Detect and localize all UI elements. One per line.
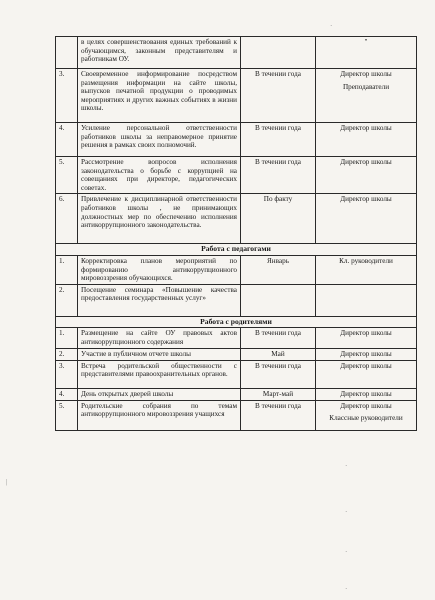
table-row	[56, 157, 417, 194]
responsible-cell	[316, 37, 417, 69]
scan-mark: ·	[345, 548, 348, 556]
row-number-text: 3.	[59, 70, 65, 78]
anticorruption-plan-table	[55, 36, 417, 431]
action-cell-text: Посещение семинара «Повышение качества предоставления государственных услуг»	[81, 285, 237, 303]
responsible-cell	[316, 194, 417, 244]
row-number	[56, 328, 78, 348]
action-cell-text: Участие в публичном отчете школы	[81, 349, 191, 358]
action-cell	[78, 328, 241, 348]
term-cell-text: По факту	[263, 195, 293, 204]
responsible-secondary-text: Классные руководители	[329, 414, 403, 423]
term-cell-text: Январь	[266, 256, 289, 265]
term-cell	[241, 328, 316, 348]
row-number-text: 2.	[59, 349, 65, 358]
responsible-cell	[316, 328, 417, 348]
row-number-text: 1.	[59, 329, 65, 338]
action-cell-text: Размещение на сайте ОУ правовых актов антикоррупционного содержания	[81, 329, 237, 346]
action-cell-text: Своевременное информирование посредством размещения информации на сайте школы, выпусков печатной продукции о проводимых мероприятиях и других важных событиях в жизни школы.	[81, 70, 237, 113]
row-number-text: 4.	[59, 124, 65, 132]
row-number-text: 1.	[59, 256, 65, 265]
responsible-secondary-text: Преподаватели	[342, 82, 390, 91]
action-cell	[78, 284, 241, 316]
term-cell	[241, 400, 316, 430]
term-cell	[241, 284, 316, 316]
action-cell	[78, 348, 241, 360]
responsible-cell	[316, 388, 417, 400]
action-cell-text: Встреча родительской общественности с представителями правоохранительных органов.	[81, 361, 237, 379]
row-number	[56, 255, 78, 284]
action-cell	[78, 69, 241, 123]
term-cell-text: В течении года	[255, 70, 301, 78]
responsible-cell	[316, 157, 417, 194]
action-cell-text: Родительские собрания по темам антикоррупционного мировоззрения учащихся	[81, 401, 237, 419]
term-cell	[241, 194, 316, 244]
table-row	[56, 360, 417, 388]
action-cell	[78, 157, 241, 194]
responsible-cell	[316, 69, 417, 123]
responsible-cell-text: Кл. руководители	[339, 256, 393, 265]
row-number	[56, 360, 78, 388]
term-cell	[241, 255, 316, 284]
table-row	[56, 400, 417, 430]
term-cell	[241, 360, 316, 388]
responsible-cell-text: Директор школы	[340, 329, 392, 338]
section-title: Работа с родителями	[56, 316, 417, 328]
row-number	[56, 123, 78, 157]
table-row	[56, 69, 417, 123]
term-cell	[241, 157, 316, 194]
term-cell-text: В течении года	[255, 361, 301, 370]
scan-mark: ·	[345, 508, 348, 516]
responsible-cell-text: Директор школы	[340, 195, 392, 204]
section-header-row	[56, 316, 417, 328]
term-cell-text: В течении года	[255, 158, 301, 166]
responsible-cell-text: Директор школы	[340, 124, 392, 132]
responsible-cell-text: "	[364, 38, 368, 46]
term-cell-text: В течении года	[255, 329, 301, 338]
action-cell	[78, 194, 241, 244]
term-cell-text: В течении года	[255, 401, 301, 410]
row-number-text: 5.	[59, 158, 65, 166]
table-row	[56, 348, 417, 360]
table-row	[56, 284, 417, 316]
term-cell-text: В течении года	[255, 124, 301, 132]
row-number	[56, 388, 78, 400]
responsible-cell	[316, 348, 417, 360]
responsible-cell	[316, 284, 417, 316]
row-number-text: 3.	[59, 361, 65, 370]
action-cell-text: в целях совершенствования единых требований к обучающимся, законным представителям и работникам ОУ.	[81, 38, 237, 64]
term-cell	[241, 69, 316, 123]
term-cell	[241, 348, 316, 360]
responsible-cell-text: Директор школы	[340, 158, 392, 166]
responsible-cell	[316, 123, 417, 157]
action-cell-text: Усиление персональной ответственности работников школы за неправомерное принятие решения в рамках своих полномочий.	[81, 124, 237, 150]
term-cell-text: Май	[271, 349, 285, 358]
action-cell-text: День открытых дверей школы	[81, 389, 174, 398]
row-number	[56, 400, 78, 430]
responsible-cell-text: Директор школы	[340, 389, 392, 398]
responsible-cell-text: Директор школы	[340, 70, 392, 78]
term-cell	[241, 388, 316, 400]
action-cell	[78, 37, 241, 69]
responsible-cell-text: Директор школы	[340, 349, 392, 358]
row-number-text: 5.	[59, 401, 65, 410]
responsible-cell	[316, 360, 417, 388]
term-cell	[241, 37, 316, 69]
row-number-text: 4.	[59, 389, 65, 398]
term-cell	[241, 123, 316, 157]
action-cell-text: Рассмотрение вопросов исполнения законодательства о борьбе с коррупцией на совещаниях при директоре, педагогических советах.	[81, 158, 237, 192]
action-cell	[78, 255, 241, 284]
table-row	[56, 388, 417, 400]
action-cell	[78, 400, 241, 430]
responsible-cell	[316, 255, 417, 284]
table-row	[56, 123, 417, 157]
responsible-cell	[316, 400, 417, 430]
row-number	[56, 157, 78, 194]
table-row	[56, 37, 417, 69]
responsible-cell-text: Директор школы	[340, 401, 392, 410]
section-header-row	[56, 244, 417, 256]
row-number	[56, 69, 78, 123]
scan-mark: |	[6, 478, 8, 486]
action-cell-text: Привлечение к дисциплинарной ответственности работников школы , не принимающих должностных мер по обеспечению исполнения антикоррупционного законодательства.	[81, 195, 237, 230]
row-number	[56, 194, 78, 244]
scan-mark: ·	[345, 585, 348, 593]
table-row	[56, 255, 417, 284]
scan-mark: ·	[345, 462, 348, 470]
row-number-text: 6.	[59, 195, 65, 204]
table-row	[56, 194, 417, 244]
section-title: Работа с педагогами	[56, 244, 417, 256]
action-cell	[78, 360, 241, 388]
row-number	[56, 37, 78, 69]
responsible-cell-text: Директор школы	[340, 361, 392, 370]
action-cell-text: Корректировка планов мероприятий по формированию антикоррупционного мировоззрения обучающихся.	[81, 256, 237, 283]
action-cell	[78, 388, 241, 400]
action-cell	[78, 123, 241, 157]
row-number	[56, 348, 78, 360]
term-cell-text: Март-май	[262, 389, 294, 398]
row-number-text: 2.	[59, 285, 65, 294]
row-number	[56, 284, 78, 316]
table-row	[56, 328, 417, 348]
scan-mark: ·	[330, 22, 333, 30]
